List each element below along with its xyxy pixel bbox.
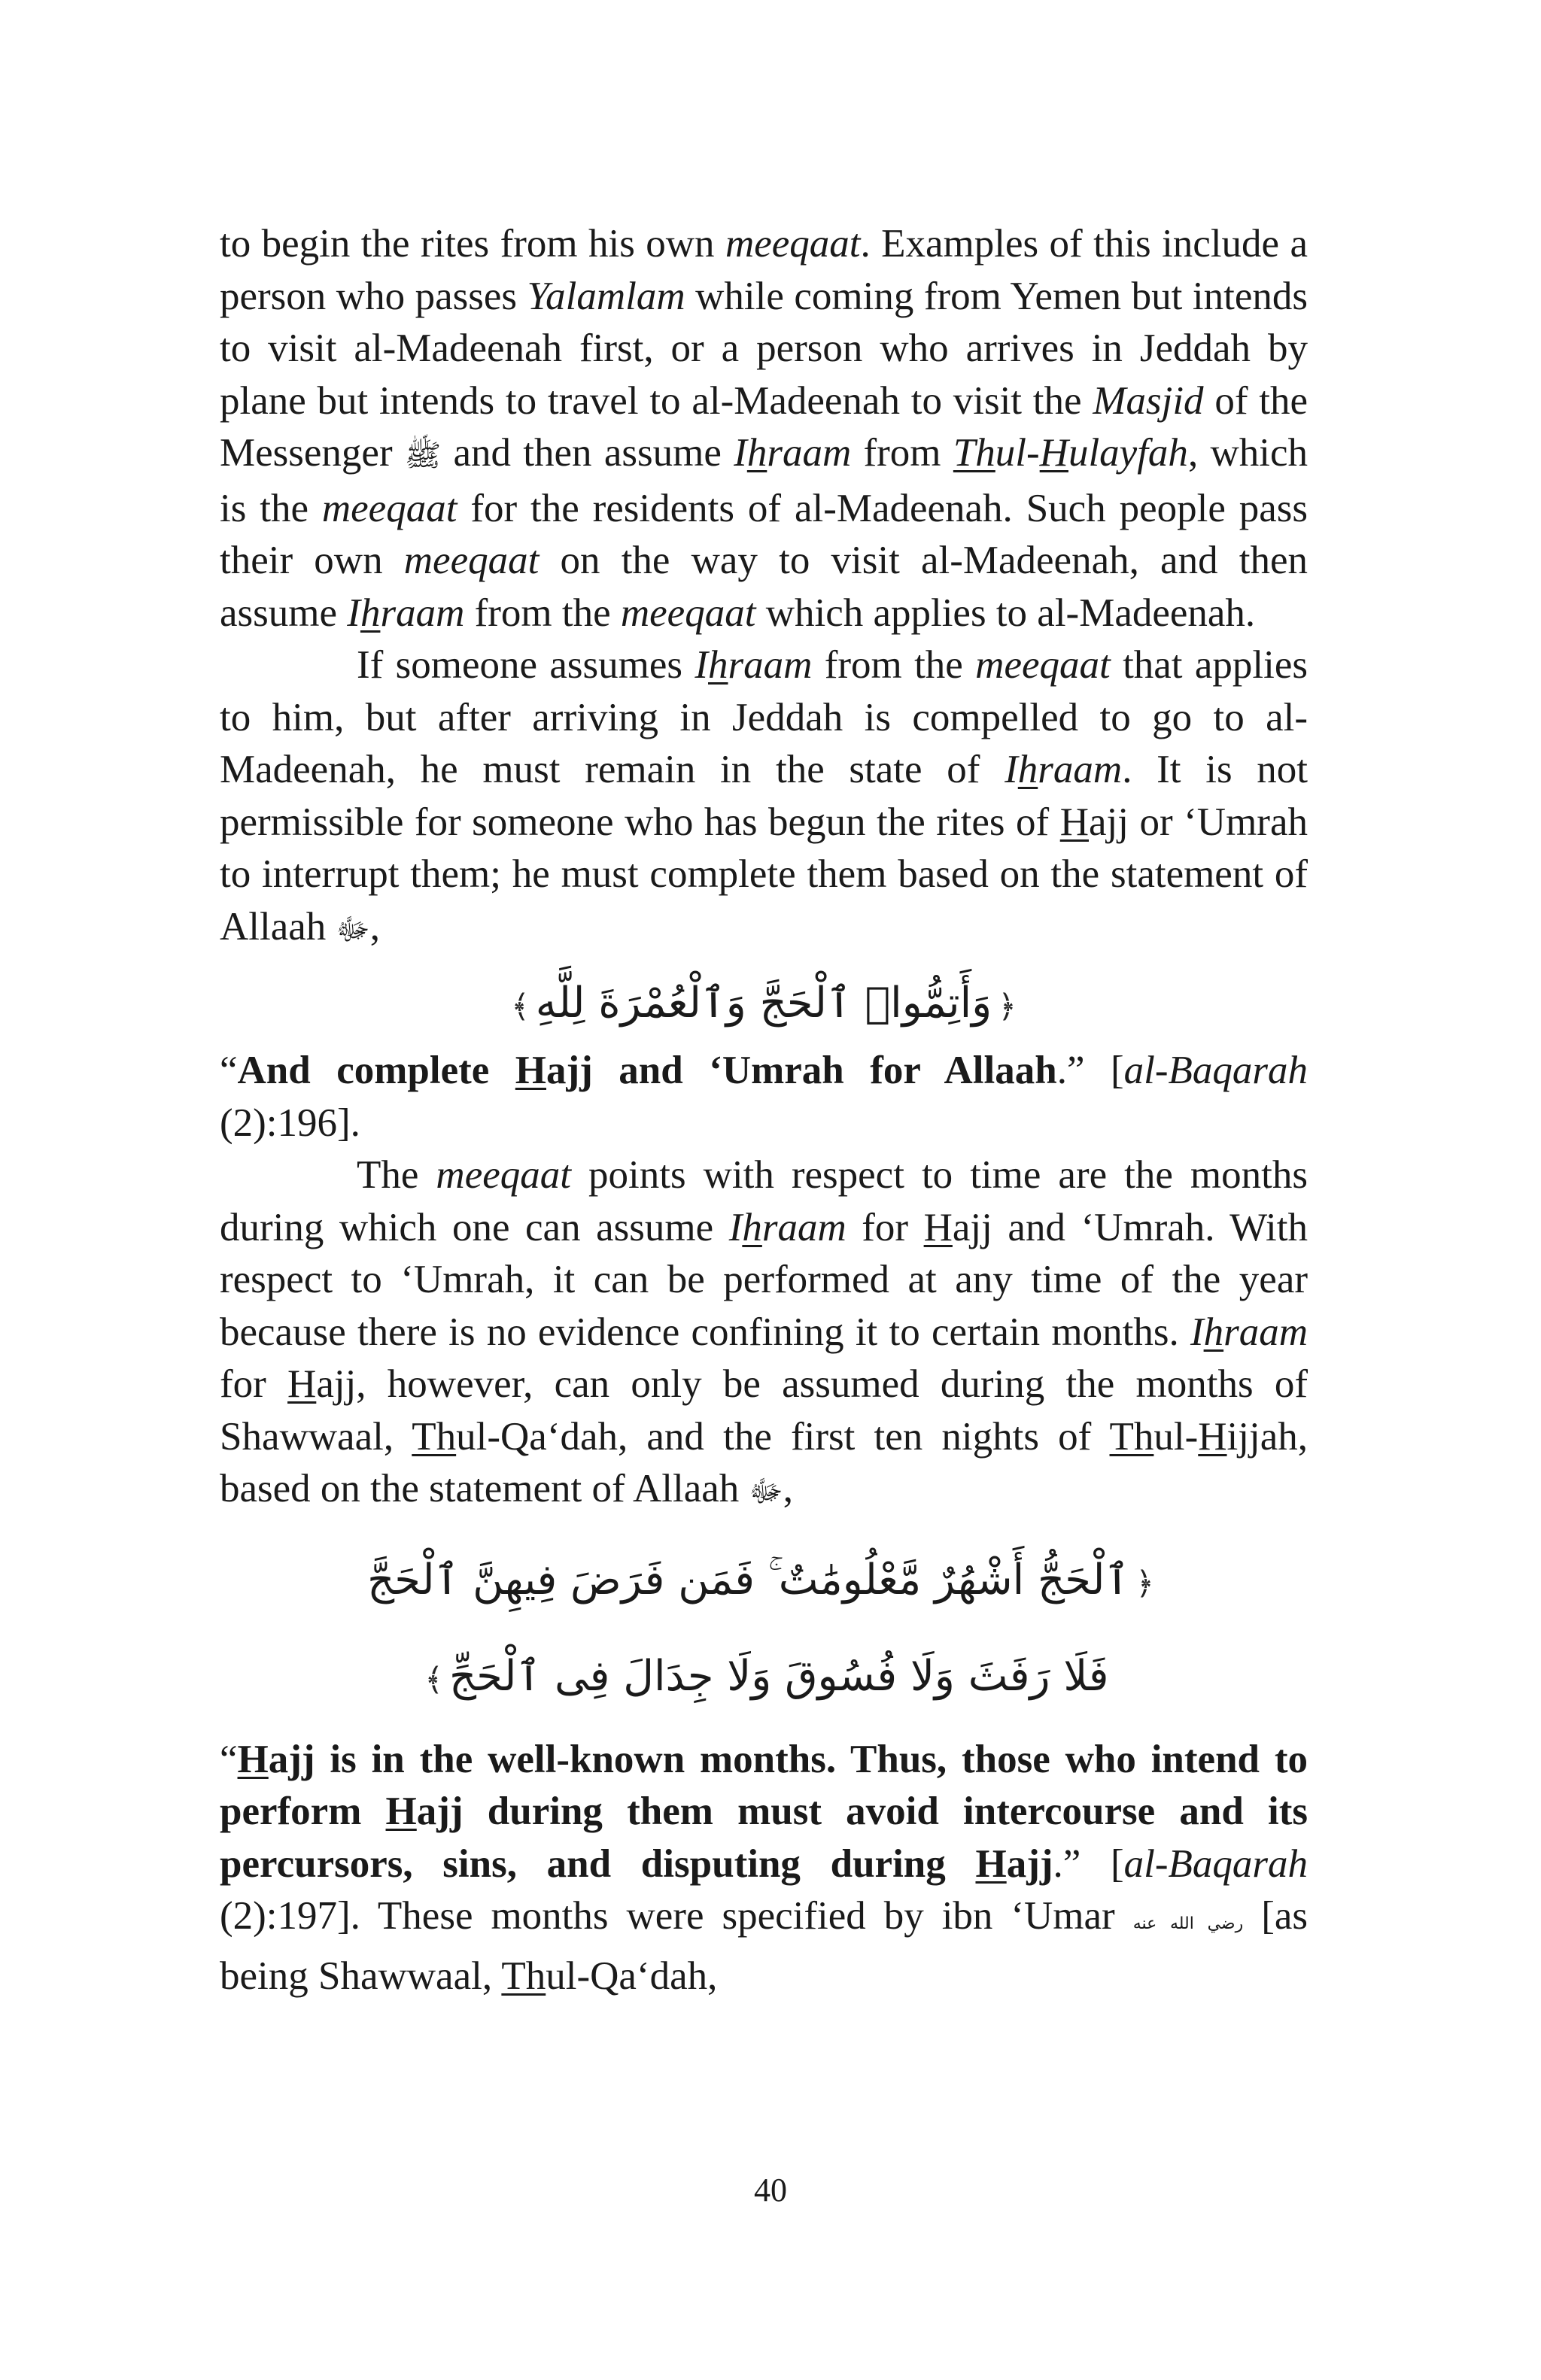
- term-ihraam: Ihraam: [347, 590, 465, 635]
- page-body: [220, 218, 1308, 2002]
- verse-2-translation: “Hajj is in the well-known months. Thus, those who intend to perform Hajj during them must avoid intercourse and its percursors, sins, and disputing during Hajj.” [al-Baqarah (2):197]. These months were specified by ibn ‘Umar رضي الله عنه [as being Shawwaal, Thul-Qa‘dah,: [220, 1737, 1308, 1998]
- term-ihraam: Ihraam: [1005, 748, 1123, 791]
- verse-2-line-1: ﴿ٱلْحَجُّ أَشْهُرٌ مَّعْلُومَٰتٌ ۚ فَمَن فَرَضَ فِيهِنَّ ٱلْحَجَّ: [220, 1534, 1308, 1630]
- ornament-open-icon: ﴿: [1135, 1564, 1154, 1601]
- page-number: 40: [754, 2172, 787, 2208]
- ornament-open-icon: ﴿: [998, 988, 1017, 1025]
- ornament-close-icon: ﴾: [424, 1660, 444, 1698]
- term-ihraam: Ihraam: [728, 1205, 846, 1249]
- honorific-symbol: ﷻ: [336, 912, 370, 947]
- quran-verse-2: [220, 1534, 1308, 1726]
- reference: al-Baqarah: [1123, 1841, 1308, 1886]
- honorific-symbol: رضي الله عنه: [1132, 1914, 1244, 1933]
- honorific-symbol: ﷻ: [749, 1474, 783, 1509]
- verse-1-translation: “And complete Hajj and ‘Umrah for Allaah.” [al-Baqarah (2):196].: [220, 1049, 1308, 1145]
- term-ihraam: Ihraam: [1190, 1310, 1308, 1354]
- term-thul-hulayfah: Thul-Hulayfah: [953, 431, 1188, 475]
- honorific-symbol: ﷺ: [404, 439, 442, 473]
- verse-arabic: وَأَتِمُّوا۟ ٱلْحَجَّ وَٱلْعُمْرَةَ لِلَّهِ: [535, 979, 992, 1028]
- paragraph-3: The meeqaat points with respect to time are the months during which one can assume Ihraam for Hajj and ‘Umrah. With respect to ‘Umrah, it can be performed at any time of the year because there is no evidence confining it to certain months. Ihraam for Hajj, however, can only be assumed during the months of Shawwaal, Thul-Qa‘dah, and the first ten nights of Thul-Hijjah, based on the statement of Allaah ﷻ,: [220, 1153, 1308, 1510]
- paragraph-2: If someone assumes Ihraam from the meeqaat that applies to him, but after arriving in Jeddah is compelled to go to al-Madeenah, he must remain in the state of Ihraam. It is not permissible for someone who has begun the rites of Hajj or ‘Umrah to interrupt them; he must complete them based on the statement of Allaah ﷻ,: [220, 643, 1308, 949]
- term-ihraam: Ihraam: [695, 643, 813, 687]
- ornament-close-icon: ﴾: [511, 988, 530, 1025]
- paragraph-1: to begin the rites from his own meeqaat. Examples of this include a person who passes Yalamlam while coming from Yemen but intends to visit al-Madeenah first, or a person who arrives in Jeddah by plane but intends to travel to al-Madeenah to visit the Masjid of the Messenger ﷺ and then assume Ihraam from Thul-Hulayfah, which is the meeqaat for the residents of al-Madeenah. Such people pass their own meeqaat on the way to visit al-Madeenah, and then assume Ihraam from the meeqaat which applies to al-Madeenah.: [220, 222, 1308, 635]
- term-ihraam: Ihraam: [734, 431, 852, 475]
- verse-2-line-2: فَلَا رَفَثَ وَلَا فُسُوقَ وَلَا جِدَالَ فِى ٱلْحَجِّ﴾: [220, 1630, 1308, 1726]
- quran-verse-1: [220, 970, 1308, 1040]
- reference: al-Baqarah: [1123, 1049, 1308, 1092]
